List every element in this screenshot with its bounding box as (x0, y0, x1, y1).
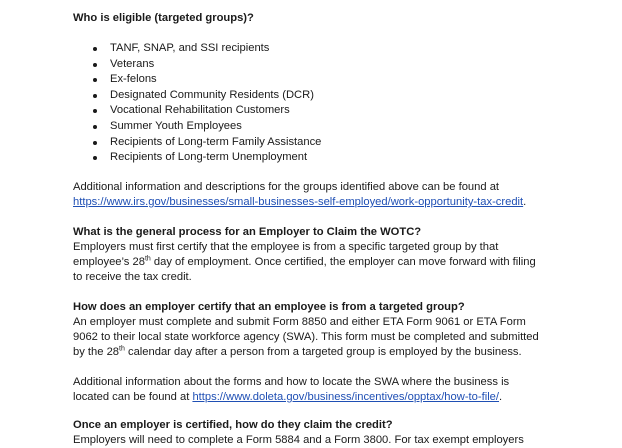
paragraph-line: to receive the tax credit. (73, 271, 192, 283)
bullet-icon (93, 63, 97, 67)
irs-wotc-link[interactable]: https://www.irs.gov/businesses/small-businesses-self-employed/work-opportunity-tax-credit (73, 196, 524, 208)
paragraph-line: employee’s 28th day of employment. Once certified, the employer can move forward with filing (73, 255, 536, 268)
list-item: Vocational Rehabilitation Customers (73, 103, 321, 119)
list-item: Veterans (73, 57, 321, 73)
paragraph-line: 9062 to their local state workforce agency (SWA). This form must be completed and submitted (73, 331, 539, 343)
list-item: Summer Youth Employees (73, 119, 321, 135)
list-item: Ex-felons (73, 72, 321, 88)
paragraph-line: by the 28th calendar day after a person from a targeted group is employed by the business. (73, 345, 522, 358)
list-item: TANF, SNAP, and SSI recipients (73, 41, 321, 57)
paragraph-line: Additional information about the forms and how to locate the SWA where the business is (73, 376, 510, 388)
doleta-how-to-file-link[interactable]: https://www.doleta.gov/business/incentives/opptax/how-to-file/ (192, 391, 500, 403)
additional-info-text: Additional information and descriptions for the groups identified above can be found at (73, 181, 500, 193)
general-process-heading: What is the general process for an Employer to Claim the WOTC? (73, 226, 422, 238)
doleta-link-line: located can be found at https://www.doleta.gov/business/incentives/opptax/how-to-file/. (73, 391, 503, 403)
bullet-icon (93, 78, 97, 82)
bullet-icon (93, 94, 97, 98)
targeted-groups-list (73, 41, 321, 166)
eligibility-heading: Who is eligible (targeted groups)? (73, 12, 254, 24)
list-item: Recipients of Long-term Unemployment (73, 150, 321, 166)
paragraph-line: Employers will need to complete a Form 5884 and a Form 3800. For tax exempt employers (73, 434, 524, 446)
bullet-icon (93, 141, 97, 145)
claim-credit-heading: Once an employer is certified, how do they claim the credit? (73, 419, 393, 431)
bullet-icon (93, 125, 97, 129)
list-item: Designated Community Residents (DCR) (73, 88, 321, 104)
bullet-icon (93, 109, 97, 113)
list-item: Recipients of Long-term Family Assistance (73, 135, 321, 151)
paragraph-line: An employer must complete and submit Form 8850 and either ETA Form 9061 or ETA Form (73, 316, 526, 328)
bullet-icon (93, 47, 97, 51)
bullet-icon (93, 156, 97, 160)
irs-link-line: https://www.irs.gov/businesses/small-businesses-self-employed/work-opportunity-tax-credit. (73, 196, 527, 208)
certify-heading: How does an employer certify that an employee is from a targeted group? (73, 301, 465, 313)
paragraph-line: Employers must first certify that the employee is from a specific targeted group by that (73, 241, 499, 253)
